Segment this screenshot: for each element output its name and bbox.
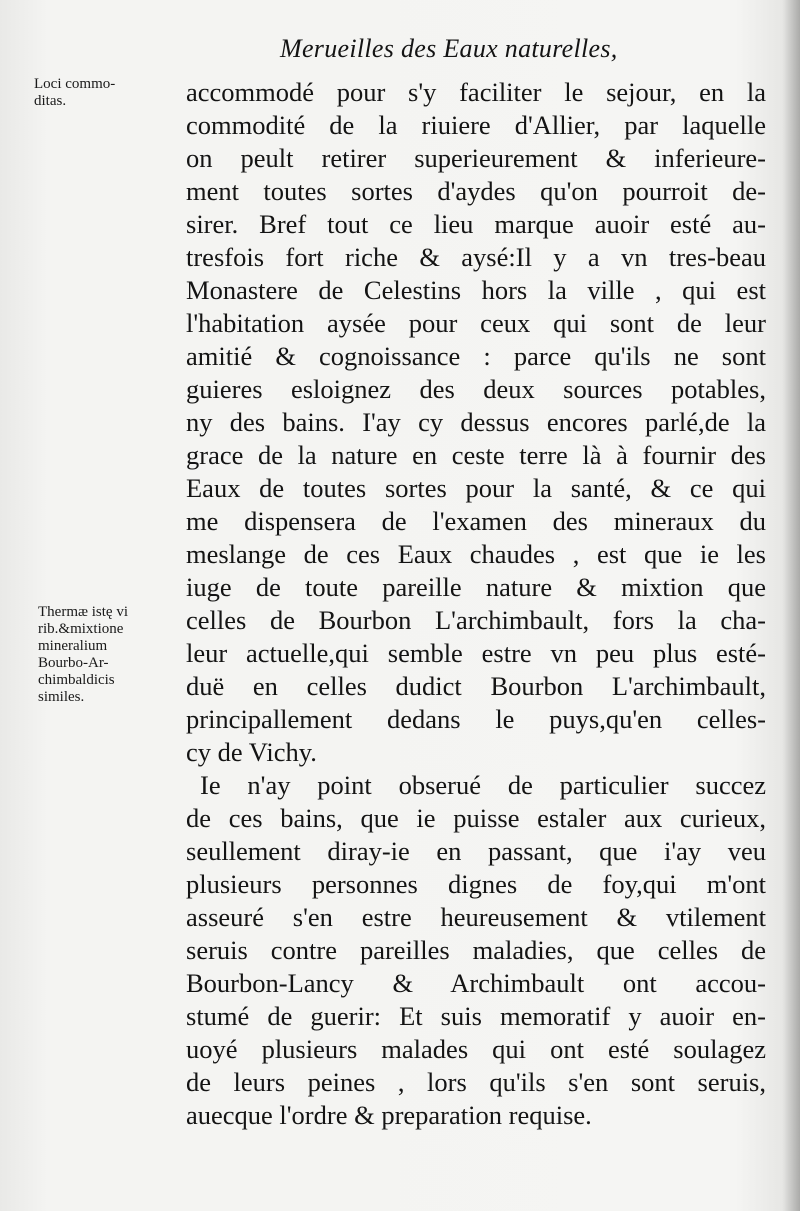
text-line: seullement diray-ie en passant, que i'ay veu bbox=[186, 836, 766, 866]
text-line: cy de Vichy. bbox=[186, 737, 317, 767]
text-line: l'habitation aysée pour ceux qui sont de leur bbox=[186, 308, 766, 338]
text-line: iuge de toute pareille nature & mixtion que bbox=[186, 572, 766, 602]
paragraph-1 bbox=[186, 76, 766, 769]
text-line: duë en celles dudict Bourbon L'archimbault, bbox=[186, 671, 766, 701]
text-line: meslange de ces Eaux chaudes , est que ie les bbox=[186, 539, 766, 569]
text-line: de ces bains, que ie puisse estaler aux curieux, bbox=[186, 803, 766, 833]
text-line: accommodé pour s'y faciliter le sejour, en la bbox=[186, 77, 766, 107]
margin-note-line: Thermæ istę vi bbox=[38, 604, 128, 620]
text-line: Ie n'ay point obserué de particulier succez bbox=[200, 770, 766, 800]
text-line: plusieurs personnes dignes de foy,qui m'ont bbox=[186, 869, 766, 899]
margin-note-line: similes. bbox=[38, 689, 85, 705]
text-line: Eaux de toutes sortes pour la santé, & ce qui bbox=[186, 473, 766, 503]
text-line: auecque l'ordre & preparation requise. bbox=[186, 1100, 592, 1130]
text-line: commodité de la riuiere d'Allier, par laquelle bbox=[186, 110, 766, 140]
running-title: Merueilles des Eaux naturelles, bbox=[280, 34, 618, 63]
text-line: uoyé plusieurs malades qui ont esté soulagez bbox=[186, 1034, 766, 1064]
text-line: leur actuelle,qui semble estre vn peu plus esté- bbox=[186, 638, 766, 668]
text-line: on peult retirer superieurement & inferieure- bbox=[186, 143, 766, 173]
margin-note-line: ditas. bbox=[34, 93, 67, 109]
text-line: ny des bains. I'ay cy dessus encores parlé,de la bbox=[186, 407, 766, 437]
text-line: amitié & cognoissance : parce qu'ils ne sont bbox=[186, 341, 766, 371]
body-text bbox=[186, 76, 766, 1132]
text-line: Monastere de Celestins hors la ville , qui est bbox=[186, 275, 766, 305]
paragraph-2 bbox=[186, 769, 766, 1132]
page-edge-shadow bbox=[782, 0, 800, 1211]
margin-note-line: chimbaldicis bbox=[38, 672, 115, 688]
text-line: asseuré s'en estre heureusement & vtilement bbox=[186, 902, 766, 932]
text-line: grace de la nature en ceste terre là à fournir des bbox=[186, 440, 766, 470]
text-line: sirer. Bref tout ce lieu marque auoir esté au- bbox=[186, 209, 766, 239]
text-line: de leurs peines , lors qu'ils s'en sont seruis, bbox=[186, 1067, 766, 1097]
margin-note-line: Loci commo- bbox=[34, 76, 116, 92]
text-line: Bourbon-Lancy & Archimbault ont accou- bbox=[186, 968, 766, 998]
text-line: celles de Bourbon L'archimbault, fors la cha- bbox=[186, 605, 766, 635]
text-line: ment toutes sortes d'aydes qu'on pourroit de- bbox=[186, 176, 766, 206]
text-line: seruis contre pareilles maladies, que celles de bbox=[186, 935, 766, 965]
margin-note-line: mineralium bbox=[38, 638, 108, 654]
text-line: tresfois fort riche & aysé:Il y a vn tres-beau bbox=[186, 242, 766, 272]
margin-note-line: Bourbo-Ar- bbox=[38, 655, 109, 671]
margin-note-thermae bbox=[38, 604, 128, 706]
text-line: me dispensera de l'examen des mineraux du bbox=[186, 506, 766, 536]
margin-note-line: rib.&mixtione bbox=[38, 621, 124, 637]
margin-note-loci-commoditas bbox=[34, 76, 115, 110]
text-line: guieres esloignez des deux sources potables, bbox=[186, 374, 766, 404]
text-line: stumé de guerir: Et suis memoratif y auoir en- bbox=[186, 1001, 766, 1031]
text-line: principallement dedans le puys,qu'en celles- bbox=[186, 704, 766, 734]
